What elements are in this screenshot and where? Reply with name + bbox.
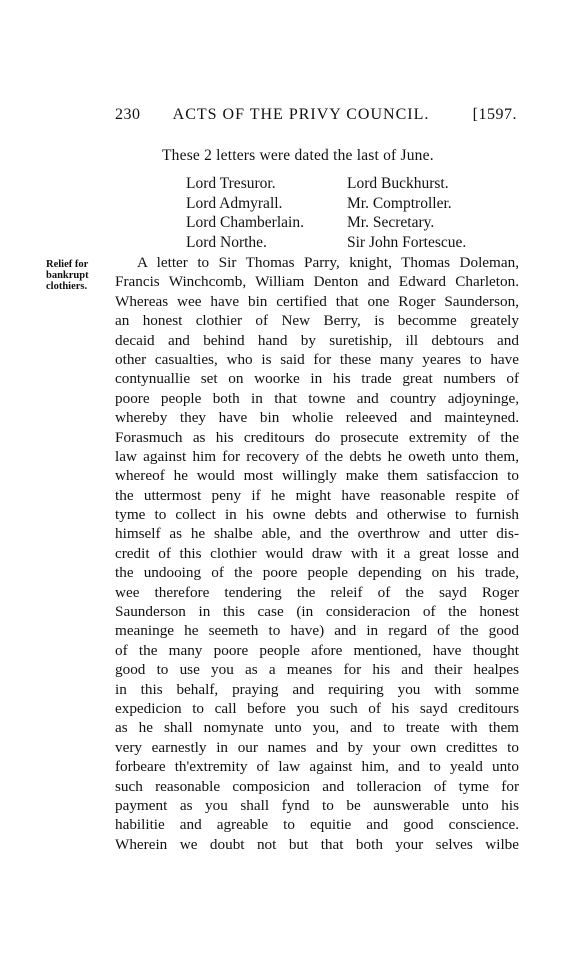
body-line: wee therefore tendering the releif of the sayd Roger	[115, 583, 519, 601]
margin-note-line: bankrupt	[46, 270, 89, 281]
body-line: Forasmuch as his creditours do prosecute extremity of the	[115, 428, 519, 446]
running-title: ACTS OF THE PRIVY COUNCIL.	[172, 106, 430, 123]
body-line: Francis Winchcomb, William Denton and Edward Charleton.	[115, 273, 519, 291]
body-line: Whereas wee have bin certified that one Roger Saunderson,	[115, 292, 519, 310]
body-line: other casualties, who is said for these many yeares to have	[115, 350, 519, 368]
signatory-right: Sir John Fortescue.	[347, 233, 467, 251]
letters-dated-note: These 2 letters were dated the last of June.	[162, 147, 434, 164]
signatory-right: Lord Buckhurst.	[347, 175, 449, 192]
body-line: contynuallie set on woorke in his trade great numbers of	[115, 370, 519, 388]
body-line: the undooing of the poore people depending on his trade,	[115, 564, 519, 582]
margin-note-line: Relief for	[46, 259, 89, 270]
body-line: Saunderson in this case (in consideracion of the honest	[115, 603, 519, 621]
body-line: forbeare th'extremity of law against him, and to yeald unto	[115, 758, 519, 776]
body-line: law against him for recovery of the debts he oweth unto them,	[115, 447, 519, 465]
signatory-right: Mr. Secretary.	[347, 214, 435, 231]
body-line: himself as he shalbe able, and the overthrow and utter dis-	[115, 525, 519, 543]
body-line: whereof he would most willingly make them satisfaccion to	[115, 467, 519, 485]
body-line: very earnestly in our names and by your own credittes to	[115, 738, 519, 756]
page-number: 230	[115, 106, 141, 123]
signatories-list	[186, 175, 486, 253]
body-line: such reasonable composicion and tolleracion of tyme for	[115, 777, 519, 795]
body-line: A letter to Sir Thomas Parry, knight, Thomas Doleman,	[137, 254, 519, 271]
signatory-row	[186, 234, 486, 254]
body-line: poore people both in that towne and country adjoyninge,	[115, 389, 519, 407]
running-header	[115, 106, 515, 126]
body-line: good to use you as a meanes for his and their healpes	[115, 661, 519, 679]
margin-note-line: clothiers.	[46, 281, 88, 292]
body-line: Wherein we doubt not but that both your selves wilbe	[115, 835, 519, 853]
body-line: in this behalf, praying and requiring you with somme	[115, 680, 519, 698]
body-line: an honest clothier of New Berry, is becomme greately	[115, 312, 519, 330]
body-line: payment as you shall fynd to be aunswerable unto his	[115, 796, 519, 814]
signatory-row	[186, 195, 486, 215]
header-year: [1597.	[472, 106, 517, 123]
signatory-row	[186, 175, 486, 195]
letter-body	[115, 253, 519, 854]
body-line: decaid and behind hand by suretiship, ill debtours and	[115, 331, 519, 349]
signatory-right: Mr. Comptroller.	[347, 194, 452, 212]
body-line: the uttermost peny if he might have reasonable respite of	[115, 486, 519, 504]
signatory-left: Lord Northe.	[186, 233, 267, 251]
body-line: as he shall nomynate unto you, and to treate with them	[115, 719, 519, 737]
body-line: habilitie and agreable to equitie and good conscience.	[115, 816, 519, 834]
margin-note	[46, 259, 106, 292]
body-line: tyme to collect in his owne debts and otherwise to furnish	[115, 506, 519, 524]
body-line: whereby they have bin wholie releeved and mainteyned.	[115, 409, 519, 427]
signatory-left: Lord Chamberlain.	[186, 214, 304, 231]
signatory-left: Lord Admyrall.	[186, 194, 283, 212]
body-line: of the many poore people afore mentioned, have thought	[115, 641, 519, 659]
body-line: meaninge he seemeth to have) and in regard of the good	[115, 622, 519, 640]
signatory-left: Lord Tresuror.	[186, 175, 276, 192]
body-line: credit of this clothier would draw with it a great losse and	[115, 544, 519, 562]
signatory-row	[186, 214, 486, 234]
body-line: expedicion to call before you such of his sayd creditours	[115, 699, 519, 717]
